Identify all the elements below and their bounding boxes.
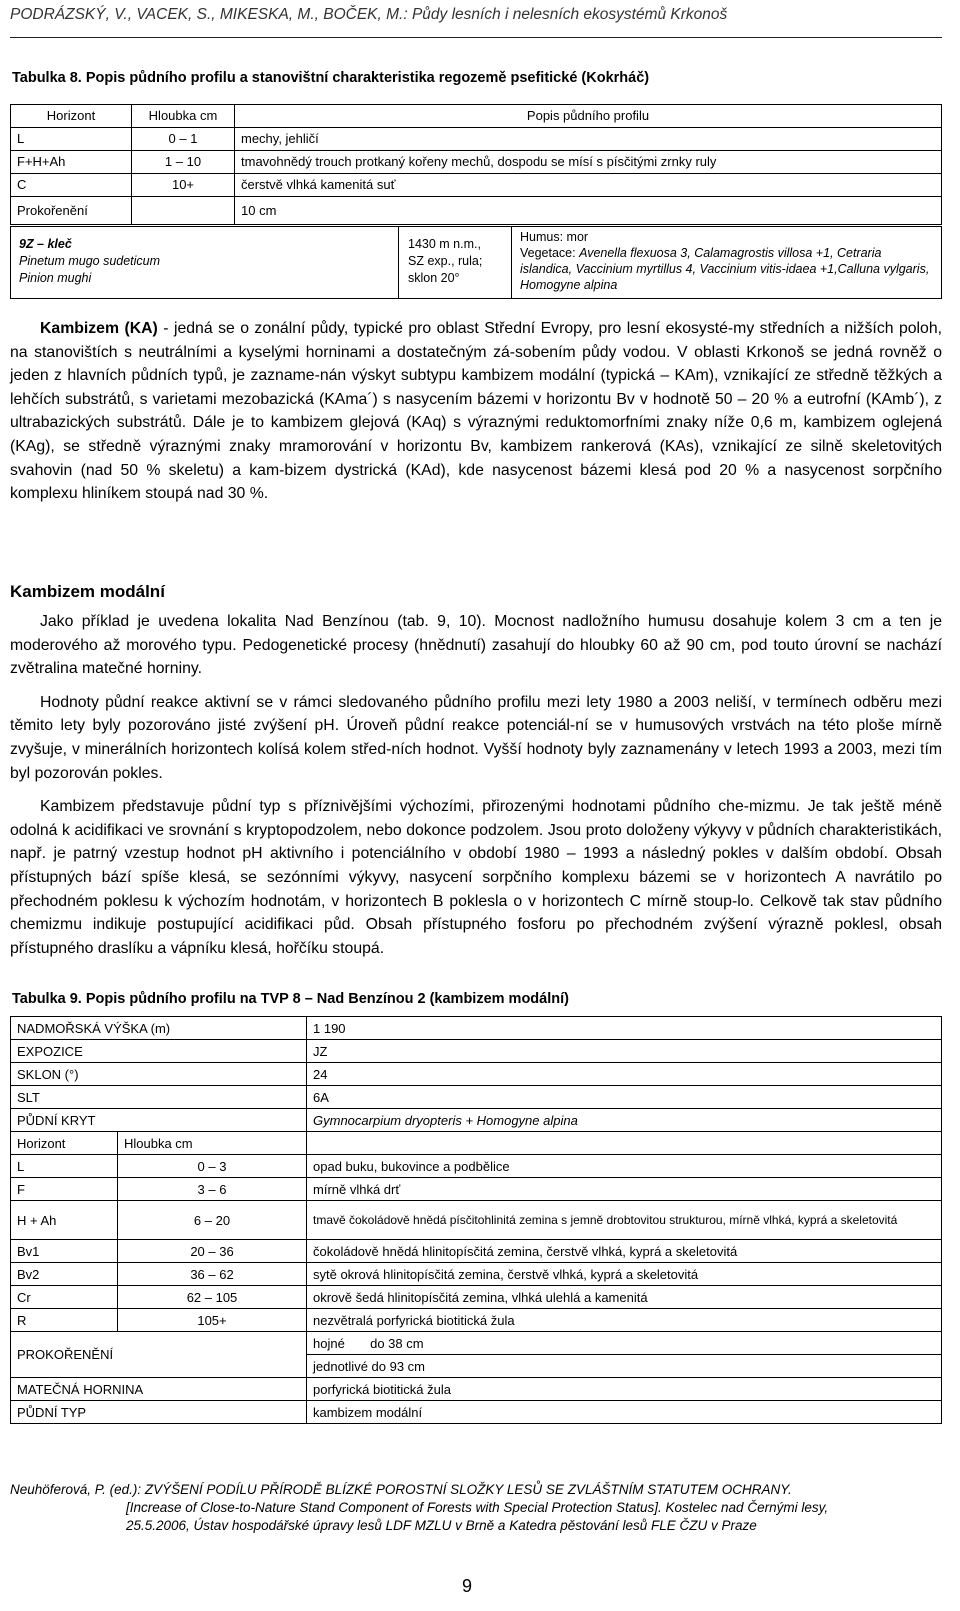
table-row [11,128,942,151]
kambizem-text: - jedná se o zonální půdy, typické pro oblast Střední Evropy, pro lesní ekosysté-my středních a nižších poloh, na stanovištích s neutrálními a kyselými horninami a dostatečným zá-sobením půdy vodou. V oblasti Krkonoš se jedná rovněž o jeden z hlavních půdních typů, je zazname-nán výskyt subtypu kambizem modální (typická – KAm), vznikající ze středně těžkých a lehčích substrátů, s varietami mezobazická (KAma´) s nasycením bázemi v horizontu Bv v hodnotě 50 – 20 % a eutrofní (KAmb´), z ultrabazických substrátů. Dále je to kambizem glejová (KAq) s výraznými reduktomorfními znaky níže 0,6 m, kambizem oglejená (KAg), se středně výraznými znaky mramorování v horizontu Bv, kambizem rankerová (KAs), vznikající ze silně skeletovitých svahovin (nad 50 % skeletu) a kam-bizem dystrická (KAd), kde nasycenost bázemi klesá pod 20 % a nasycenost sorpčního komplexu hliníkem stoupá nad 30 %. [10,320,942,503]
t9-depth: 20 – 36 [118,1240,307,1263]
table-row [11,1378,942,1401]
table-row [11,1017,942,1040]
page-number: 9 [462,1576,473,1596]
site-exposure: SZ exp., rula; [408,254,483,268]
t9-roots-label: PROKOŘENĚNÍ [11,1332,307,1378]
t8-header-desc: Popis půdního profilu [235,105,942,128]
t9-desc: mírně vlhká drť [307,1178,942,1201]
t9-horizon: Bv2 [11,1263,118,1286]
table9 [10,1016,942,1424]
t9-horizon: R [11,1309,118,1332]
t8-horizon: F+H+Ah [11,151,132,174]
t9-depth: 62 – 105 [118,1286,307,1309]
site-location [408,236,482,287]
table-row [11,1332,942,1355]
t9-roots-2: jednotlivé do 93 cm [307,1355,942,1378]
site-slope: sklon 20° [408,271,460,285]
t9-horizon: Bv1 [11,1240,118,1263]
divider [511,227,512,298]
table-row [11,1309,942,1332]
table8 [10,104,942,225]
table-row [11,151,942,174]
running-header: PODRÁZSKÝ, V., VACEK, S., MIKESKA, M., BOČEK, M.: Půdy lesních i nelesních ekosystémů Krkonoš [10,6,728,23]
table8-site-box [10,226,942,299]
header-rule [10,37,942,38]
t9-meta-value: JZ [307,1040,942,1063]
t9-header-depth: Hloubka cm [118,1132,307,1155]
t9-meta-value: 6A [307,1086,942,1109]
kambizem-paragraph [10,317,942,506]
veg-text: Avenella flexuosa 3, Calamagrostis villosa +1, Cetraria islandica, Vaccinium myrtillus 4, Vaccinium vitis-idaea +1,Calluna vylgaris, Homogyne alpina [520,246,930,292]
table-row [11,1240,942,1263]
t8-desc: čerstvě vlhká kamenitá suť [235,174,942,197]
t9-horizon: L [11,1155,118,1178]
t8-depth: 10+ [132,174,235,197]
t9-depth: 0 – 3 [118,1155,307,1178]
t8-header-depth: Hloubka cm [132,105,235,128]
section-body [10,610,942,960]
t9-meta-label: SKLON (°) [11,1063,307,1086]
t9-header-horizon: Horizont [11,1132,118,1155]
t9-meta-value: Gymnocarpium dryopteris + Homogyne alpina [307,1109,942,1132]
t9-depth: 3 – 6 [118,1178,307,1201]
table-row [11,197,942,225]
kambizem-lead: Kambizem (KA) [40,320,158,337]
t8-horizon: C [11,174,132,197]
t9-soil-label: PŮDNÍ TYP [11,1401,307,1424]
table-row [11,1155,942,1178]
table-row [11,1201,942,1240]
t8-depth: 1 – 10 [132,151,235,174]
t8-desc: tmavohnědý trouch protkaný kořeny mechů, dospodu se mísí s písčitými zrnky ruly [235,151,942,174]
paragraph-3: Kambizem představuje půdní typ s příznivějšími výchozími, přirozenými hodnotami půdního che-mizmu. Je tak ještě méně odolná k acidifikaci ve srovnání s kryptopodzolem, nebo dokonce podzolem. Jsou proto doloženy výkyvy v půdních charakteristikách, např. je patrný vzestup hodnot pH aktivního i potenciálního v období 1980 – 1993 a následný pokles v dalším období. Obsah přístupných bází spíše klesá, se sezónními výkyvy, nasycení sorpčního komplexu bázemi se v horizontech A navrátilo po přechodném poklesu k výchozím hodnotám, v horizontech B poklesla o v horizontech C mírně stoup-lo. Celkově tak stav půdního chemizmu indikuje postupující acidifikaci půd. Obsah přístupného fosforu po přechodném zvýšení výrazně poklesl, obsah přístupného draslíku a vápníku klesá, hořčíku stoupá. [10,798,942,957]
t9-depth: 105+ [118,1309,307,1332]
t9-parent-value: porfyrická biotitická žula [307,1378,942,1401]
paragraph-1: Jako příklad je uvedena lokalita Nad Benzínou (tab. 9, 10). Mocnost nadložního humusu dosahuje kolem 3 cm a ten je moderového až morového typu. Pedogenetické procesy (hnědnutí) zasahují do hloubky 60 až 90 cm, pod touto úrovní se nachází zvětralina matečné horniny. [10,613,942,678]
site-forest-type: Pinetum mugo sudeticum [19,254,161,268]
t9-desc: okrově šedá hlinitopísčitá zemina, vlhká ulehlá a kamenitá [307,1286,942,1309]
t9-horizon: H + Ah [11,1201,118,1240]
t9-depth: 6 – 20 [118,1201,307,1240]
t9-desc: čokoládově hnědá hlinitopísčitá zemina, čerstvě vlhká, kyprá a skeletovitá [307,1240,942,1263]
t8-desc: 10 cm [235,197,942,225]
table9-caption: Tabulka 9. Popis půdního profilu na TVP 8 – Nad Benzínou 2 (kambizem modální) [12,991,569,1007]
footer-line-2: [Increase of Close-to-Nature Stand Component of Forests with Special Protection Status]. Kostelec nad Černými lesy, [126,1500,829,1515]
table-row [11,1132,942,1155]
t9-parent-label: MATEČNÁ HORNINA [11,1378,307,1401]
footer-line-3: 25.5.2006, Ústav hospodářské úpravy lesů LDF MZLU v Brně a Katedra pěstování lesů FLE ČZU v Praze [126,1518,757,1533]
site-type [19,236,160,287]
t9-depth: 36 – 62 [118,1263,307,1286]
divider [398,227,399,298]
table-row [11,1040,942,1063]
t9-meta-label: SLT [11,1086,307,1109]
t9-desc: tmavě čokoládově hnědá písčitohlinitá zemina s jemně drobtovitou strukturou, mírně vlhká, kyprá a skeletovitá [307,1201,942,1240]
t9-meta-label: PŮDNÍ KRYT [11,1109,307,1132]
t8-desc: mechy, jehličí [235,128,942,151]
paragraph-2: Hodnoty půdní reakce aktivní se v rámci sledovaného půdního profilu mezi lety 1980 a 2003 neliší, v termínech odběru mezi těmito lety byly pozorováno jisté zvýšení pH. Úroveň půdní reakce potenciál-ní se v humusových vrstvách na této ploše mírně zvyšuje, v minerálních horizontech kolísá kolem střed-ních hodnot. Vyšší hodnoty byly zaznamenány v letech 1993 a 2003, mezi tím byl pozorován pokles. [10,693,942,782]
table8-caption: Tabulka 8. Popis půdního profilu a stanovištní charakteristika regozemě psefitické (Kokrháč) [12,70,650,86]
t9-desc: sytě okrová hlinitopísčitá zemina, čerstvě vlhká, kyprá a skeletovitá [307,1263,942,1286]
t9-horizon: F [11,1178,118,1201]
table-row [11,1401,942,1424]
t9-meta-label: EXPOZICE [11,1040,307,1063]
site-association: Pinion mughi [19,271,92,285]
t8-depth [132,197,235,225]
table-row [11,1086,942,1109]
t9-meta-value: 24 [307,1063,942,1086]
table-row [11,1063,942,1086]
t8-header-horizon: Horizont [11,105,132,128]
t9-roots-1: hojné do 38 cm [307,1332,942,1355]
t9-desc: nezvětralá porfyrická biotitická žula [307,1309,942,1332]
site-code: 9Z – kleč [19,237,72,251]
table-row [11,174,942,197]
t9-soil-value: kambizem modální [307,1401,942,1424]
table-row [11,1263,942,1286]
table-row [11,1109,942,1132]
t8-depth: 0 – 1 [132,128,235,151]
t9-meta-value: 1 190 [307,1017,942,1040]
t9-horizon: Cr [11,1286,118,1309]
section-title: Kambizem modální [10,582,165,601]
site-vegetation [520,229,935,293]
table-row [11,1286,942,1309]
site-humus: Humus: mor [520,230,589,244]
veg-label: Vegetace: [520,246,580,260]
table-row [11,1178,942,1201]
site-altitude: 1430 m n.m., [408,237,481,251]
t9-desc: opad buku, bukovince a podbělice [307,1155,942,1178]
footer-line-1: Neuhöferová, P. (ed.): ZVÝŠENÍ PODÍLU PŘÍRODĚ BLÍZKÉ POROSTNÍ SLOŽKY LESŮ SE ZVLÁŠTNÍM STATUTEM OCHRANY. [10,1482,792,1497]
t9-meta-label: NADMOŘSKÁ VÝŠKA (m) [11,1017,307,1040]
t8-horizon: Prokořenění [11,197,132,225]
t8-horizon: L [11,128,132,151]
